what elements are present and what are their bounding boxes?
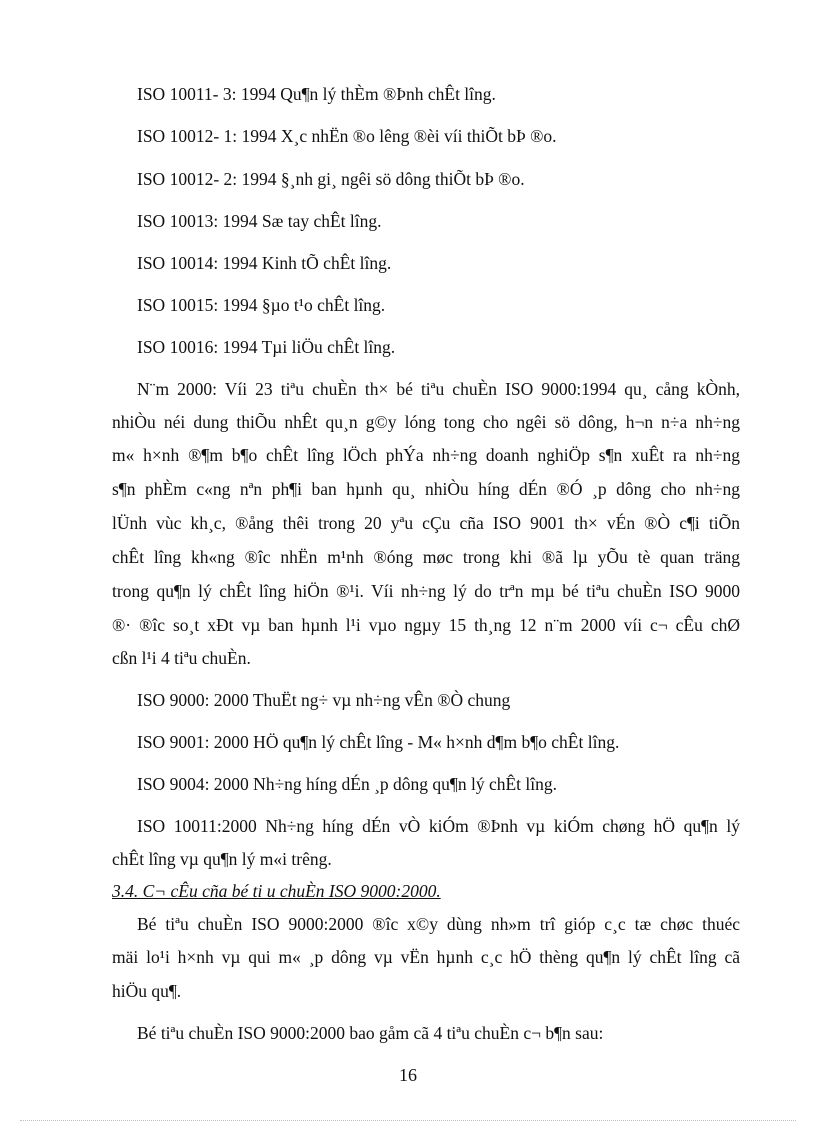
page-number: 16 — [399, 1065, 417, 1085]
list-item: ISO 10011- 3: 1994 Qu¶n lý thÈm ®Þnh chÊt lîng. — [137, 84, 496, 104]
list-item: ISO 9004: 2000 Nh÷ng híng dÉn ¸p dông qu¶n lý chÊt lîng. — [137, 774, 558, 794]
list-item: ISO 10012- 2: 1994 §¸nh gi¸ ngêi sö dông thiÕt bÞ ®o. — [137, 169, 525, 189]
list-item: ISO 10013: 1994 Sæ tay chÊt lîng. — [137, 211, 382, 231]
paragraph-line: chÊt lîng vµ qu¶n lý m«i trêng. — [112, 849, 332, 869]
paragraph-line: N¨m 2000: Víi 23 tiªu chuÈn th× bé tiªu chuÈn ISO 9000:1994 qu¸ cång kÒnh, — [137, 379, 740, 399]
paragraph-line: nhiÒu néi dung thiÕu nhÊt qu¸n g©y lóng tong cho ngêi sö dông, h¬n n÷a nh÷ng — [112, 412, 740, 432]
paragraph-line: lÜnh vùc kh¸c, ®ång thêi trong 20 yªu cÇu cña ISO 9001 th× vÉn ®Ò c¶i tiÕn — [112, 513, 740, 533]
paragraph-line: ISO 10011:2000 Nh÷ng híng dÉn vÒ kiÓm ®Þnh vµ kiÓm chøng hÖ qu¶n lý — [137, 816, 740, 836]
list-item: ISO 10014: 1994 Kinh tÕ chÊt lîng. — [137, 253, 392, 273]
paragraph-line: Bé tiªu chuÈn ISO 9000:2000 bao gåm cã 4 tiªu chuÈn c¬ b¶n sau: — [137, 1023, 604, 1043]
paragraph-line: hiÖu qu¶. — [112, 981, 182, 1001]
paragraph-line: cßn l¹i 4 tiªu chuÈn. — [112, 648, 251, 668]
page-bottom-divider — [20, 1120, 796, 1121]
section-heading: 3.4. C¬ cÊu cña bé ti u chuÈn ISO 9000:2000. — [112, 881, 441, 901]
paragraph-line: trong qu¶n lý chÊt lîng hiÖn ®¹i. Víi nh÷ng lý do trªn mµ bé tiªu chuÈn ISO 9000 — [112, 581, 740, 601]
list-item: ISO 10012- 1: 1994 X¸c nhËn ®o lêng ®èi víi thiÕt bÞ ®o. — [137, 126, 557, 146]
list-item: ISO 9001: 2000 HÖ qu¶n lý chÊt lîng - M« h×nh d¶m b¶o chÊt lîng. — [137, 732, 620, 752]
paragraph-line: ®· ®îc so¸t xÐt vµ ban hµnh l¹i vµo ngµy 15 th¸ng 12 n¨m 2000 víi c¬ cÊu chØ — [112, 615, 740, 635]
paragraph-line: m« h×nh ®¶m b¶o chÊt lîng lÖch phÝa nh÷ng doanh nghiÖp s¶n xuÊt ra nh÷ng — [112, 445, 740, 465]
paragraph-line: chÊt lîng kh«ng ®îc nhËn m¹nh ®óng møc trong khi ®ã lµ yÕu tè quan träng — [112, 547, 740, 567]
list-item: ISO 9000: 2000 ThuËt ng÷ vµ nh÷ng vÊn ®Ò chung — [137, 690, 511, 710]
list-item: ISO 10015: 1994 §µo t¹o chÊt lîng. — [137, 295, 386, 315]
list-item: ISO 10016: 1994 Tµi liÖu chÊt lîng. — [137, 337, 396, 357]
paragraph-line: s¶n phÈm c«ng nªn ph¶i ban hµnh qu¸ nhiÒu híng dÉn ®Ó ¸p dông cho nh÷ng — [112, 479, 740, 499]
paragraph-line: mäi lo¹i h×nh vµ qui m« ¸p dông vµ vËn hµnh c¸c hÖ thèng qu¶n lý chÊt lîng cã — [112, 947, 740, 967]
paragraph-line: Bé tiªu chuÈn ISO 9000:2000 ®îc x©y dùng nh»m trî gióp c¸c tæ chøc thuéc — [137, 914, 740, 934]
